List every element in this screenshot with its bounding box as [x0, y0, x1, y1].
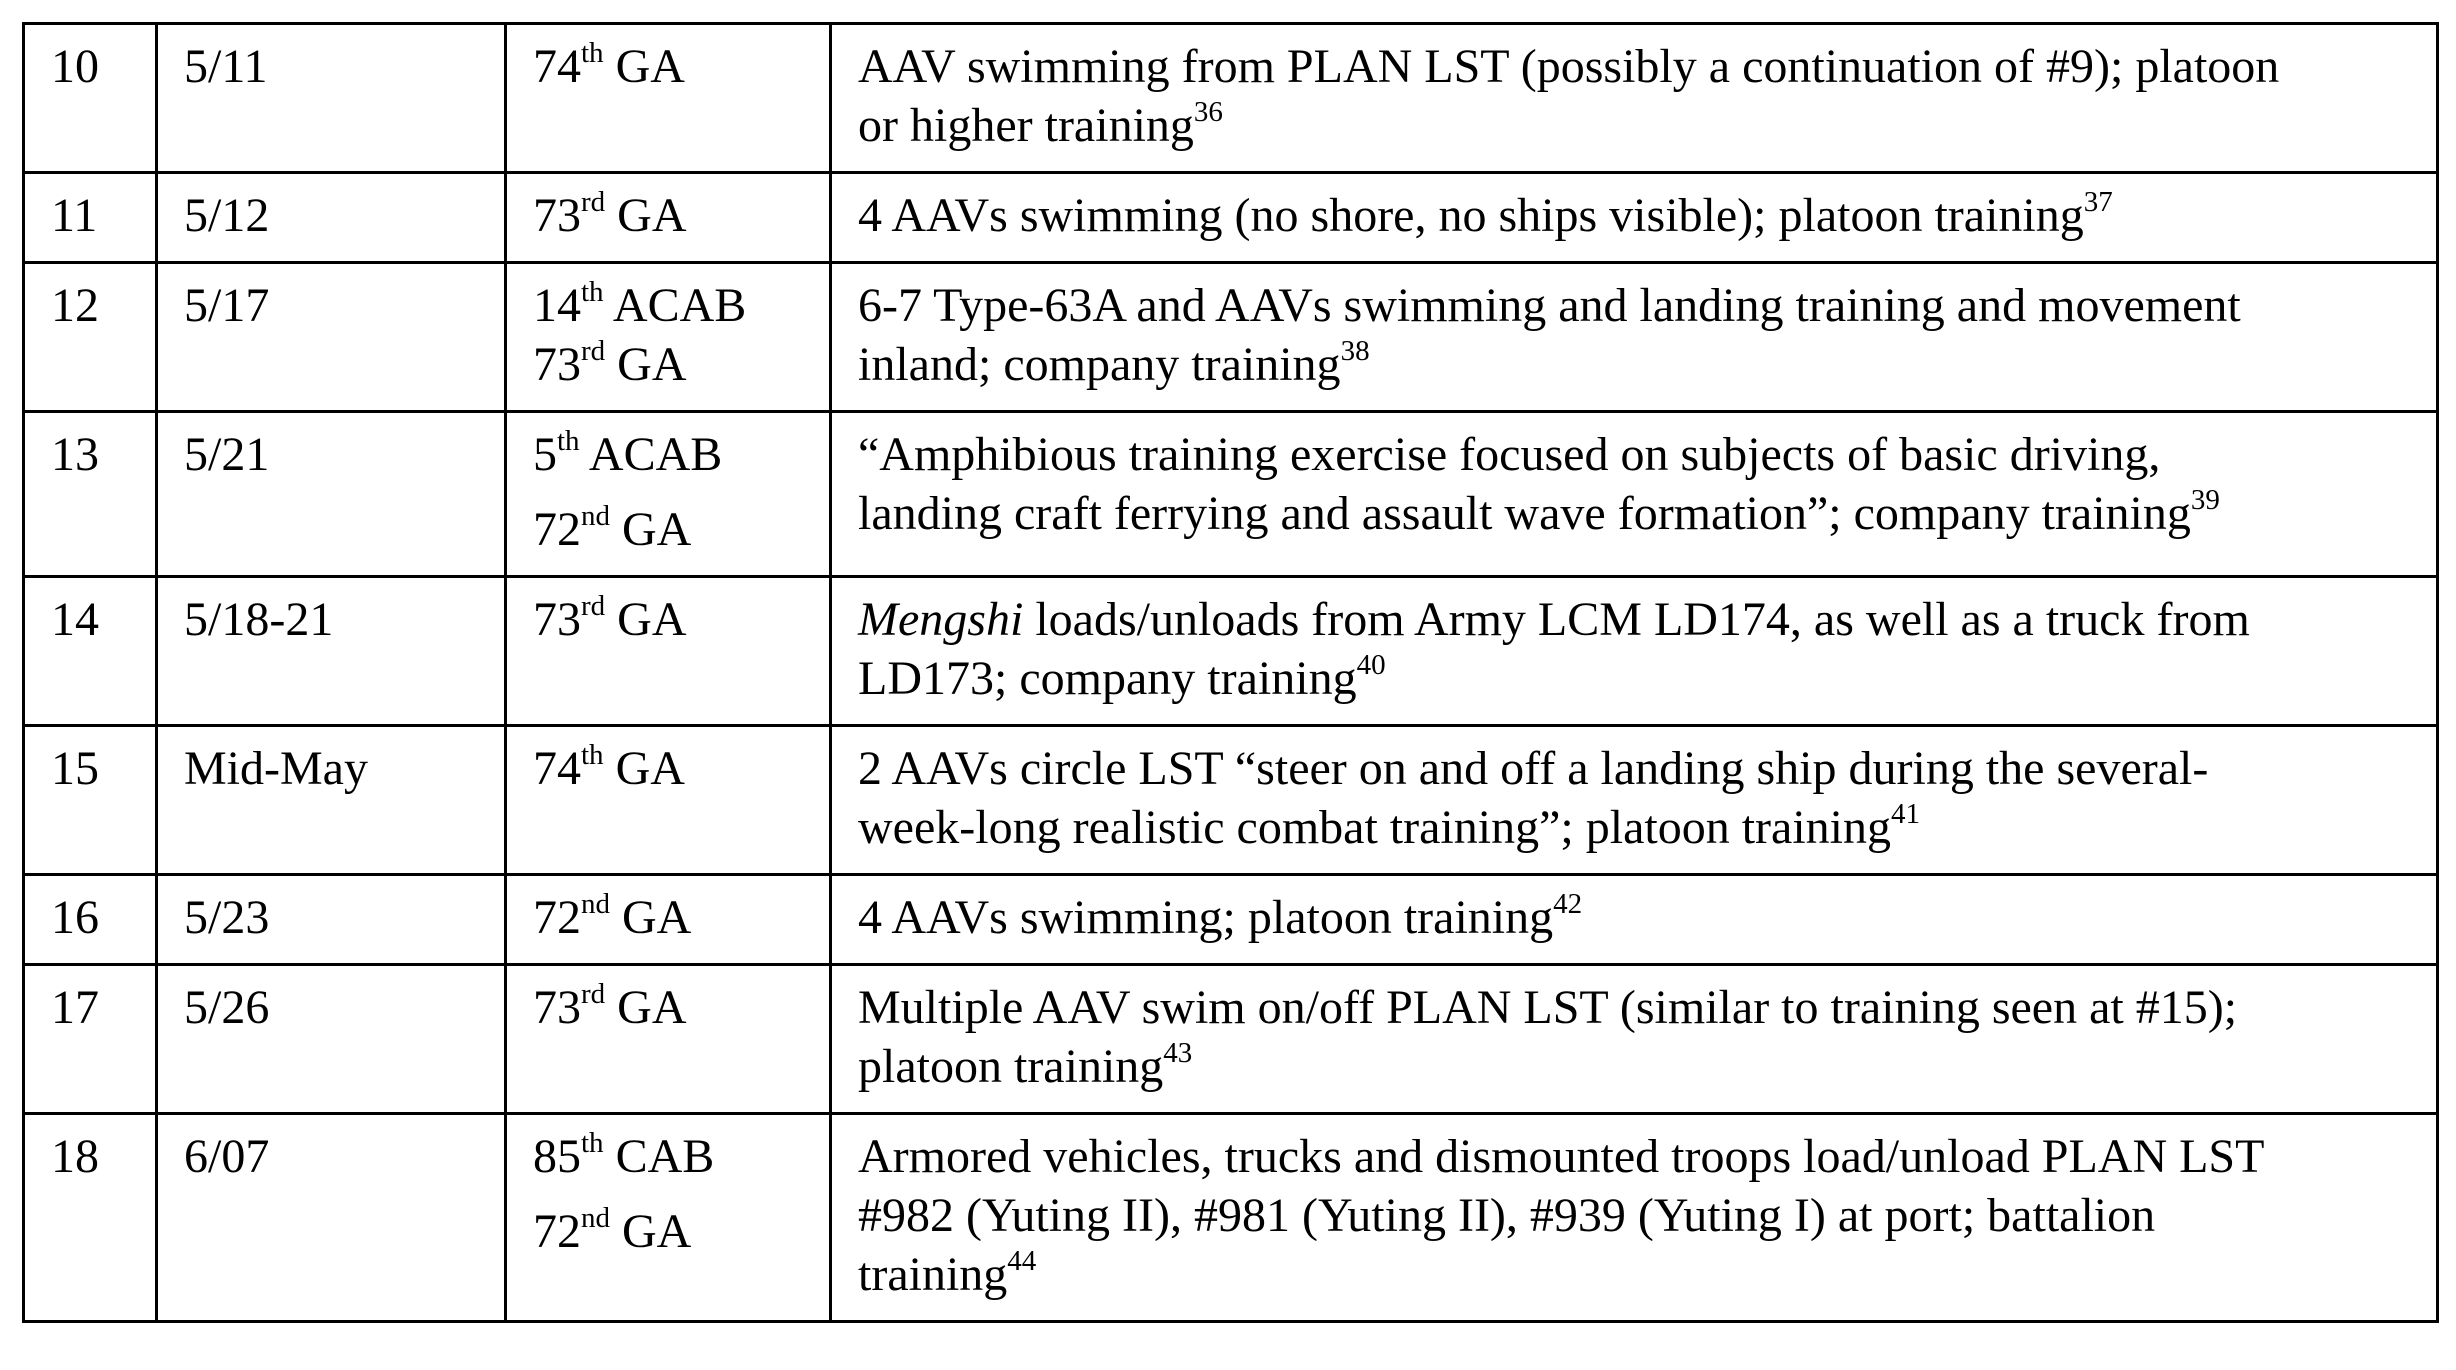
- unit-cell: [506, 577, 831, 726]
- description-line: [858, 978, 2426, 1037]
- unit-ordinal-suffix: rd: [581, 590, 606, 622]
- description-line: [858, 484, 2426, 543]
- unit-name: GA: [605, 981, 687, 1034]
- footnote-reference: 38: [1340, 335, 1370, 367]
- unit-name: ACAB: [579, 428, 723, 481]
- unit-line: [533, 37, 819, 96]
- date-cell: [157, 1114, 506, 1322]
- row-number-cell: [24, 263, 157, 412]
- row-number: 15: [51, 742, 99, 795]
- date-text: Mid-May: [184, 742, 368, 795]
- date-text: 5/12: [184, 189, 270, 242]
- description-line: [858, 37, 2426, 96]
- unit-cell: [506, 173, 831, 263]
- unit-number: 72: [533, 1205, 581, 1258]
- table-row: [24, 875, 2438, 965]
- unit-name: GA: [610, 891, 692, 944]
- unit-name: GA: [610, 503, 692, 556]
- row-number-cell: [24, 173, 157, 263]
- description-line: [858, 798, 2426, 857]
- table-row: [24, 1114, 2438, 1322]
- footnote-reference: 40: [1356, 649, 1386, 681]
- unit-name: GA: [603, 40, 685, 93]
- unit-line: [533, 739, 819, 798]
- description-line: [858, 186, 2426, 245]
- date-cell: [157, 875, 506, 965]
- date-text: 5/23: [184, 891, 270, 944]
- description-italic-term: Mengshi: [858, 593, 1024, 646]
- row-number-cell: [24, 875, 157, 965]
- unit-name: GA: [605, 593, 687, 646]
- unit-line: [533, 1127, 819, 1186]
- unit-cell: [506, 1114, 831, 1322]
- row-number: 13: [51, 428, 99, 481]
- description-line: [858, 276, 2426, 335]
- row-number-cell: [24, 24, 157, 173]
- unit-line: [533, 1202, 819, 1261]
- description-line: [858, 1127, 2426, 1186]
- unit-cell: [506, 24, 831, 173]
- unit-number: 73: [533, 338, 581, 391]
- table-row: [24, 726, 2438, 875]
- unit-line: [533, 978, 819, 1037]
- description-text: loads/unloads from Army LCM LD174, as well as a truck from: [1023, 593, 2250, 646]
- description-text: week-long realistic combat training”; platoon training: [858, 801, 1892, 854]
- description-text: landing craft ferrying and assault wave formation”; company training: [858, 487, 2191, 540]
- unit-line: [533, 186, 819, 245]
- description-text: inland; company training: [858, 338, 1341, 391]
- footnote-reference: 41: [1891, 798, 1921, 830]
- description-text: Armored vehicles, trucks and dismounted troops load/unload PLAN LST: [858, 1130, 2265, 1183]
- description-text: 6-7 Type-63A and AAVs swimming and landing training and movement: [858, 279, 2241, 332]
- footnote-reference: 37: [2083, 186, 2113, 218]
- table-body: [24, 24, 2438, 1322]
- row-number: 10: [51, 40, 99, 93]
- unit-number: 72: [533, 891, 581, 944]
- unit-number: 5: [533, 428, 557, 481]
- unit-line: [533, 425, 819, 484]
- description-line: [858, 1186, 2426, 1245]
- table-row: [24, 577, 2438, 726]
- unit-name: CAB: [603, 1130, 715, 1183]
- description-text: Multiple AAV swim on/off PLAN LST (similar to training seen at #15);: [858, 981, 2238, 1034]
- unit-ordinal-suffix: rd: [581, 978, 606, 1010]
- date-text: 5/26: [184, 981, 270, 1034]
- unit-ordinal-suffix: nd: [581, 888, 610, 920]
- unit-cell: [506, 875, 831, 965]
- date-text: 6/07: [184, 1130, 270, 1183]
- footnote-reference: 42: [1553, 888, 1583, 920]
- row-number: 14: [51, 593, 99, 646]
- description-text: 2 AAVs circle LST “steer on and off a landing ship during the several-: [858, 742, 2209, 795]
- unit-name: GA: [610, 1205, 692, 1258]
- footnote-reference: 43: [1163, 1037, 1193, 1069]
- unit-ordinal-suffix: rd: [581, 186, 606, 218]
- description-text: AAV swimming from PLAN LST (possibly a continuation of #9); platoon: [858, 40, 2280, 93]
- description-text: training: [858, 1248, 1008, 1301]
- description-text: 4 AAVs swimming; platoon training: [858, 891, 1554, 944]
- date-cell: [157, 965, 506, 1114]
- table-row: [24, 263, 2438, 412]
- row-number: 17: [51, 981, 99, 1034]
- row-number: 16: [51, 891, 99, 944]
- description-cell: [831, 412, 2438, 577]
- description-cell: [831, 263, 2438, 412]
- unit-number: 14: [533, 279, 581, 332]
- description-line: [858, 590, 2426, 649]
- unit-number: 73: [533, 189, 581, 242]
- row-number: 11: [51, 189, 98, 242]
- unit-cell: [506, 726, 831, 875]
- date-cell: [157, 263, 506, 412]
- description-text: or higher training: [858, 99, 1194, 152]
- training-events-table: [22, 22, 2439, 1323]
- date-cell: [157, 412, 506, 577]
- unit-number: 72: [533, 503, 581, 556]
- unit-ordinal-suffix: th: [581, 276, 604, 308]
- description-cell: [831, 726, 2438, 875]
- date-text: 5/11: [184, 40, 268, 93]
- description-cell: [831, 875, 2438, 965]
- description-cell: [831, 965, 2438, 1114]
- unit-line: [533, 590, 819, 649]
- description-line: [858, 649, 2426, 708]
- description-line: [858, 1037, 2426, 1096]
- row-number-cell: [24, 412, 157, 577]
- unit-number: 73: [533, 593, 581, 646]
- unit-ordinal-suffix: th: [581, 37, 604, 69]
- unit-name: GA: [605, 189, 687, 242]
- unit-ordinal-suffix: th: [581, 1127, 604, 1159]
- table-row: [24, 412, 2438, 577]
- row-number-cell: [24, 577, 157, 726]
- unit-name: GA: [605, 338, 687, 391]
- description-cell: [831, 1114, 2438, 1322]
- table-row: [24, 24, 2438, 173]
- row-number: 12: [51, 279, 99, 332]
- description-text: 4 AAVs swimming (no shore, no ships visible); platoon training: [858, 189, 2084, 242]
- unit-ordinal-suffix: th: [581, 739, 604, 771]
- unit-ordinal-suffix: th: [557, 425, 580, 457]
- unit-number: 74: [533, 742, 581, 795]
- description-text: platoon training: [858, 1040, 1164, 1093]
- unit-line: [533, 335, 819, 394]
- description-line: [858, 335, 2426, 394]
- unit-name: ACAB: [603, 279, 747, 332]
- date-text: 5/17: [184, 279, 270, 332]
- unit-cell: [506, 412, 831, 577]
- description-cell: [831, 577, 2438, 726]
- date-cell: [157, 577, 506, 726]
- unit-cell: [506, 965, 831, 1114]
- row-number: 18: [51, 1130, 99, 1183]
- unit-ordinal-suffix: rd: [581, 335, 606, 367]
- unit-number: 85: [533, 1130, 581, 1183]
- date-cell: [157, 726, 506, 875]
- date-cell: [157, 24, 506, 173]
- date-cell: [157, 173, 506, 263]
- description-cell: [831, 24, 2438, 173]
- description-line: [858, 739, 2426, 798]
- unit-line: [533, 500, 819, 559]
- date-text: 5/21: [184, 428, 270, 481]
- unit-number: 74: [533, 40, 581, 93]
- description-line: [858, 425, 2426, 484]
- unit-ordinal-suffix: nd: [581, 1202, 610, 1234]
- unit-line: [533, 888, 819, 947]
- unit-line: [533, 276, 819, 335]
- description-line: [858, 96, 2426, 155]
- unit-name: GA: [603, 742, 685, 795]
- unit-cell: [506, 263, 831, 412]
- description-text: “Amphibious training exercise focused on subjects of basic driving,: [858, 428, 2161, 481]
- unit-ordinal-suffix: nd: [581, 500, 610, 532]
- footnote-reference: 39: [2190, 484, 2220, 516]
- footnote-reference: 44: [1007, 1245, 1037, 1277]
- description-cell: [831, 173, 2438, 263]
- description-line: [858, 1245, 2426, 1304]
- description-text: #982 (Yuting II), #981 (Yuting II), #939 (Yuting I) at port; battalion: [858, 1189, 2156, 1242]
- footnote-reference: 36: [1193, 96, 1223, 128]
- table-row: [24, 965, 2438, 1114]
- description-line: [858, 888, 2426, 947]
- row-number-cell: [24, 726, 157, 875]
- table-row: [24, 173, 2438, 263]
- description-text: LD173; company training: [858, 652, 1357, 705]
- row-number-cell: [24, 1114, 157, 1322]
- date-text: 5/18-21: [184, 593, 334, 646]
- row-number-cell: [24, 965, 157, 1114]
- unit-number: 73: [533, 981, 581, 1034]
